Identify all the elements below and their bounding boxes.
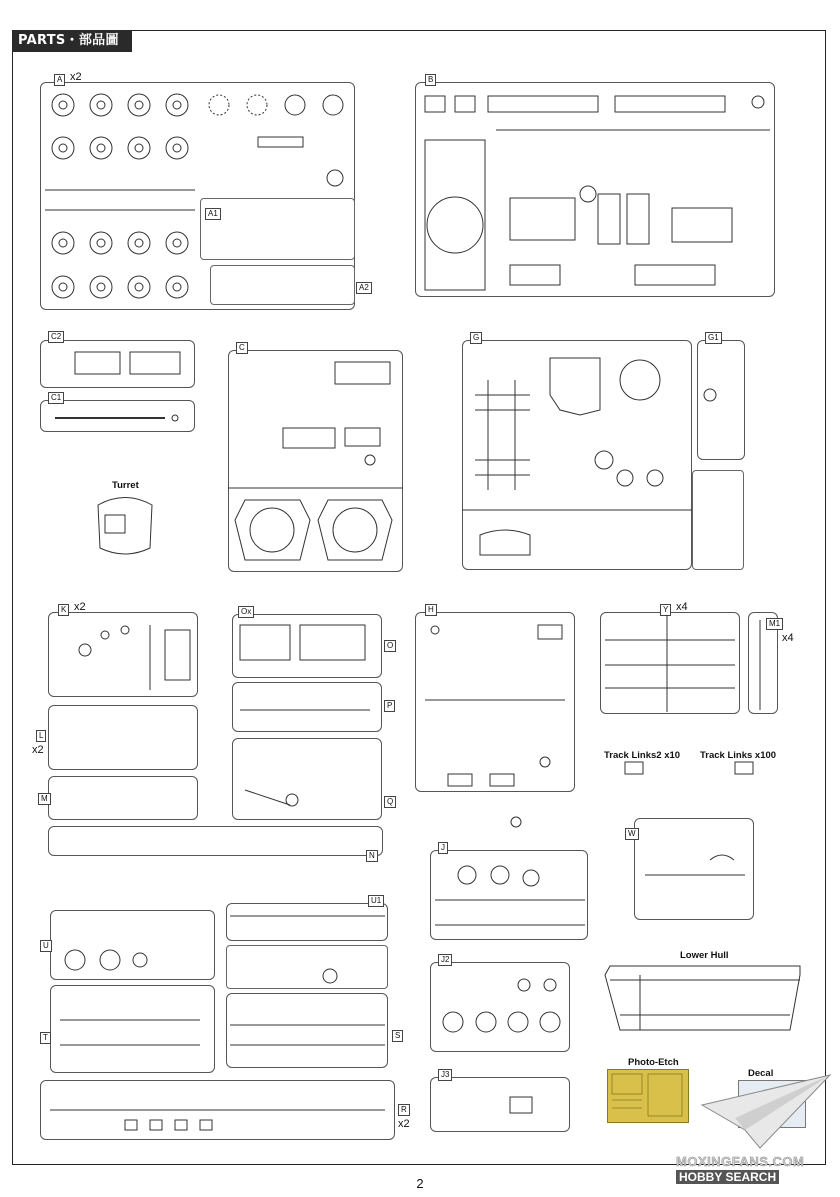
sprue-m1-label: M1 xyxy=(766,618,783,630)
sprue-c2-label: C2 xyxy=(48,331,64,343)
sprue-u1-label: U1 xyxy=(368,895,384,907)
sprue-r-label: R xyxy=(398,1104,410,1116)
sprue-y-label: Y xyxy=(660,604,671,616)
sprue-a-multiplier: x2 xyxy=(70,71,82,83)
sprue-y-multiplier: x4 xyxy=(676,601,688,613)
track-links-icons xyxy=(625,762,753,774)
sprue-r-multiplier: x2 xyxy=(398,1118,410,1130)
parts-h xyxy=(425,625,565,827)
sprue-c-label: C xyxy=(236,342,248,354)
turret-caption: Turret xyxy=(112,480,139,491)
sprue-m1-multiplier: x4 xyxy=(782,632,794,644)
decal-caption: Decal xyxy=(748,1068,774,1079)
parts-j xyxy=(435,866,585,1113)
watermark-plane-icon xyxy=(702,1075,830,1148)
sprue-g-label: G xyxy=(470,332,482,344)
lower-hull-caption: Lower Hull xyxy=(680,950,729,961)
sprue-j3-label: J3 xyxy=(438,1069,452,1081)
sprue-g1-label: G1 xyxy=(705,332,722,344)
sprue-l-label: L xyxy=(36,730,46,742)
sprue-h-label: H xyxy=(425,604,437,616)
sprue-u-label: U xyxy=(40,940,52,952)
sprue-a1-label: A1 xyxy=(205,208,221,220)
hull-parts-b xyxy=(425,96,770,290)
sprue-ox-label: Ox xyxy=(238,606,254,618)
sprue-q-label: Q xyxy=(384,796,396,808)
watermark-brand: HOBBY SEARCH xyxy=(676,1170,779,1184)
sprue-o-label: O xyxy=(384,640,396,652)
parts-u-t-s-r xyxy=(50,916,385,1130)
road-wheels-a xyxy=(45,94,343,298)
parts-y xyxy=(605,615,760,712)
watermark-text: MOXINGFANS.COM xyxy=(676,1154,805,1169)
sprue-t-label: T xyxy=(40,1032,51,1044)
turret-part xyxy=(98,498,152,555)
parts-c1-c2 xyxy=(55,352,180,421)
parts-w xyxy=(645,855,745,875)
sprue-n-label: N xyxy=(366,850,378,862)
page-number: 2 xyxy=(416,1176,424,1191)
parts-o-p-q xyxy=(240,625,370,806)
sprue-m-label: M xyxy=(38,793,51,805)
sprue-j-label: J xyxy=(438,842,448,854)
hull-parts-c xyxy=(228,362,403,560)
sprue-b-label: B xyxy=(425,74,436,86)
sprue-k-label: K xyxy=(58,604,69,616)
parts-k xyxy=(79,625,190,690)
sprue-a2-label: A2 xyxy=(356,282,372,294)
sprue-w-label: W xyxy=(625,828,639,840)
sprue-p-label: P xyxy=(384,700,395,712)
lower-hull-part xyxy=(605,966,800,1030)
sprue-k-multiplier: x2 xyxy=(74,601,86,613)
sprue-s-label: S xyxy=(392,1030,403,1042)
sprue-j2-label: J2 xyxy=(438,954,452,966)
parts-g xyxy=(462,358,716,555)
track-links-caption: Track Links x100 xyxy=(700,750,777,761)
sprue-c1-label: C1 xyxy=(48,392,64,404)
track-links2-caption: Track Links2 x10 xyxy=(604,750,681,761)
page-title: PARTS・部品圖 xyxy=(12,30,132,52)
sprue-a-label: A xyxy=(54,74,65,86)
photo-etch-detail xyxy=(612,1074,682,1116)
sprue-l-multiplier: x2 xyxy=(32,744,44,756)
photo-etch-caption: Photo-Etch xyxy=(628,1057,679,1068)
